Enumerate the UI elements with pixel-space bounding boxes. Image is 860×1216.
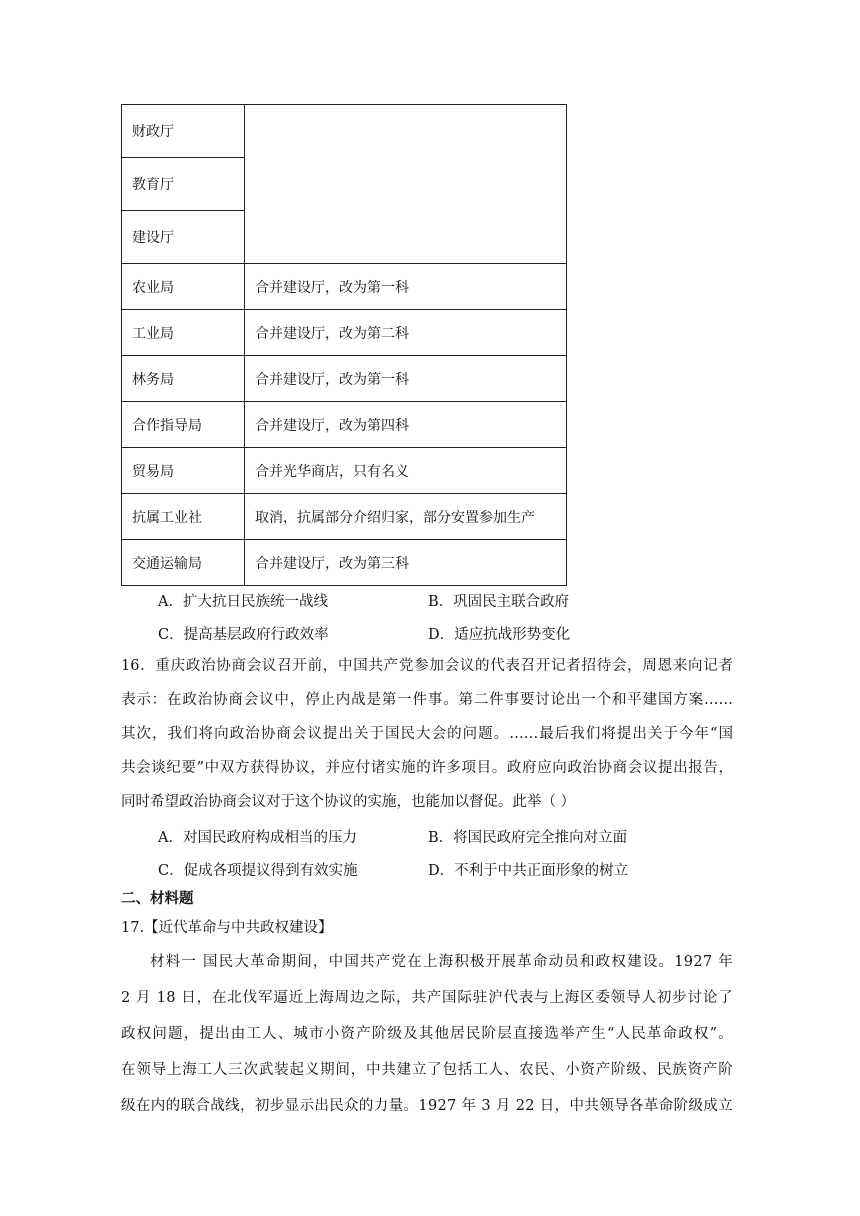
material-line: 材料一 国民大革命期间，中国共产党在上海积极开展革命动员和政权建设。1927 年 bbox=[150, 954, 733, 970]
note-cell: 合并建设厅，改为第三科 bbox=[245, 540, 567, 586]
department-merger-table bbox=[121, 104, 567, 586]
dept-cell: 合作指导局 bbox=[122, 402, 245, 448]
note-cell: 合并建设厅，改为第二科 bbox=[245, 310, 567, 356]
q16-line: 16．重庆政治协商会议召开前，中国共产党参加会议的代表召开记者招待会，周恩来向记者 bbox=[121, 658, 733, 674]
dept-cell: 交通运输局 bbox=[122, 540, 245, 586]
table-row bbox=[122, 356, 567, 402]
q16-line: 表示：在政治协商会议中，停止内战是第一件事。第二件事要讨论出一个和平建国方案…… bbox=[121, 692, 733, 708]
q16-option-d[interactable]: D．不利于中共正面形象的树立 bbox=[428, 863, 629, 879]
q16-stem bbox=[121, 649, 733, 819]
q16-option-a[interactable]: A．对国民政府构成相当的压力 bbox=[158, 830, 357, 846]
note-cell: 取消，抗属部分介绍归家，部分安置参加生产 bbox=[245, 494, 567, 540]
q16-line: 同时希望政治协商会议对于这个协议的实施，也能加以督促。此举（ ） bbox=[121, 794, 576, 810]
table-row bbox=[122, 105, 567, 158]
q16-line: 其次，我们将向政治协商会议提出关于国民大会的问题。……最后我们将提出关于今年“国 bbox=[121, 726, 733, 742]
q16-option-b[interactable]: B．将国民政府完全推向对立面 bbox=[428, 830, 628, 846]
dept-cell: 财政厅 bbox=[122, 105, 245, 158]
section-heading: 二、材料题 bbox=[121, 890, 194, 907]
q16-line: 共会谈纪要”中双方获得协议，并应付诸实施的许多项目。政府应向政治协商会议提出报告， bbox=[121, 760, 733, 776]
material-line: 政权问题，提出由工人、城市小资产阶级及其他居民阶层直接选举产生“人民革命政权”。 bbox=[121, 1026, 733, 1042]
dept-cell: 工业局 bbox=[122, 310, 245, 356]
note-cell: 合并建设厅，改为第一科 bbox=[245, 264, 567, 310]
dept-cell: 贸易局 bbox=[122, 448, 245, 494]
material-one bbox=[121, 944, 733, 1124]
q16-option-c[interactable]: C．促成各项提议得到有效实施 bbox=[158, 863, 358, 879]
q15-option-d[interactable]: D．适应抗战形势变化 bbox=[428, 627, 571, 643]
dept-cell: 教育厅 bbox=[122, 158, 245, 211]
table-row bbox=[122, 448, 567, 494]
table-row bbox=[122, 264, 567, 310]
table-row bbox=[122, 310, 567, 356]
blank-note-cell bbox=[245, 105, 567, 264]
material-line: 级在内的联合战线，初步显示出民众的力量。1927 年 3 月 22 日，中共领导各革命阶级成立 bbox=[121, 1098, 733, 1114]
dept-cell: 农业局 bbox=[122, 264, 245, 310]
table-row bbox=[122, 402, 567, 448]
q15-option-a[interactable]: A．扩大抗日民族统一战线 bbox=[158, 594, 328, 610]
table-row bbox=[122, 494, 567, 540]
table-row bbox=[122, 540, 567, 586]
material-line: 2 月 18 日，在北伐军逼近上海周边之际，共产国际驻沪代表与上海区委领导人初步讨论了 bbox=[121, 990, 733, 1006]
q15-option-c[interactable]: C．提高基层政府行政效率 bbox=[158, 627, 329, 643]
q17-title: 17.【近代革命与中共政权建设】 bbox=[121, 920, 333, 936]
note-cell: 合并建设厅，改为第一科 bbox=[245, 356, 567, 402]
note-cell: 合并光华商店，只有名义 bbox=[245, 448, 567, 494]
material-line: 在领导上海工人三次武装起义期间，中共建立了包括工人、农民、小资产阶级、民族资产阶 bbox=[121, 1062, 733, 1078]
dept-cell: 抗属工业社 bbox=[122, 494, 245, 540]
q15-option-b[interactable]: B．巩固民主联合政府 bbox=[428, 594, 570, 610]
dept-cell: 建设厅 bbox=[122, 211, 245, 264]
note-cell: 合并建设厅，改为第四科 bbox=[245, 402, 567, 448]
dept-cell: 林务局 bbox=[122, 356, 245, 402]
